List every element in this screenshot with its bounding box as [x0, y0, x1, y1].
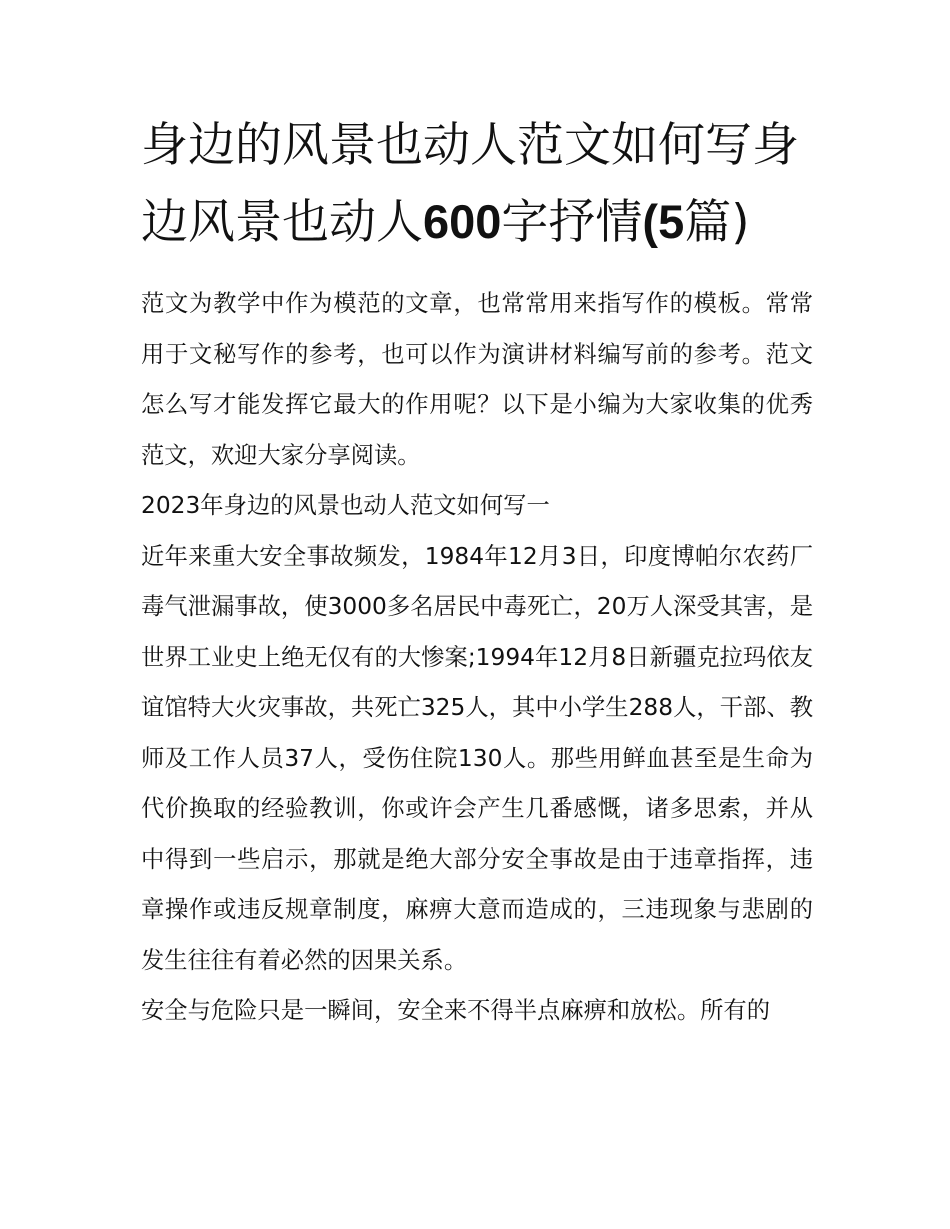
title-count-open: (5: [642, 195, 685, 248]
body-paragraph-2: 安全与危险只是一瞬间，安全来不得半点麻痹和放松。所有的: [141, 997, 771, 1024]
document-title: [141, 108, 813, 261]
body-paragraph-1: 近年来重大安全事故频发，1984年12月3日，印度博帕尔农药厂毒气泄漏事故，使3000多名居民中毒死亡，20万人深受其害，是世界工业史上绝无仅有的大惨案;1994年12月8日新疆克拉玛依友谊馆特大火灾事故，共死亡325人，其中小学生288人，干部、教师及工作人员37人，受伤住院130人。那些用鲜血甚至是生命为代价换取的经验教训，你或许会产生几番感慨，诸多思索，并从中得到一些启示，那就是绝大部分安全事故是由于违章指挥，违章操作或违反规章制度，麻痹大意而造成的，三违现象与悲剧的发生往往有着必然的因果关系。: [141, 542, 813, 974]
intro-paragraph: 范文为教学中作为模范的文章，也常常用来指写作的模板。常常用于文秘写作的参考，也可以作为演讲材料编写前的参考。范文怎么写才能发挥它最大的作用呢？以下是小编为大家收集的优秀范文，欢迎大家分享阅读。: [141, 290, 813, 469]
title-text-part-3: 字抒情: [501, 195, 643, 250]
document-content: [141, 108, 813, 1037]
title-text-part-1: 身边的风景也动人范文如何写身边风景也动人: [141, 118, 799, 250]
title-text-part-5: 篇): [684, 195, 750, 250]
document-body: [141, 279, 813, 1037]
section-heading: 2023年身边的风景也动人范文如何写一: [141, 492, 550, 519]
title-number-600: 600: [423, 195, 502, 248]
